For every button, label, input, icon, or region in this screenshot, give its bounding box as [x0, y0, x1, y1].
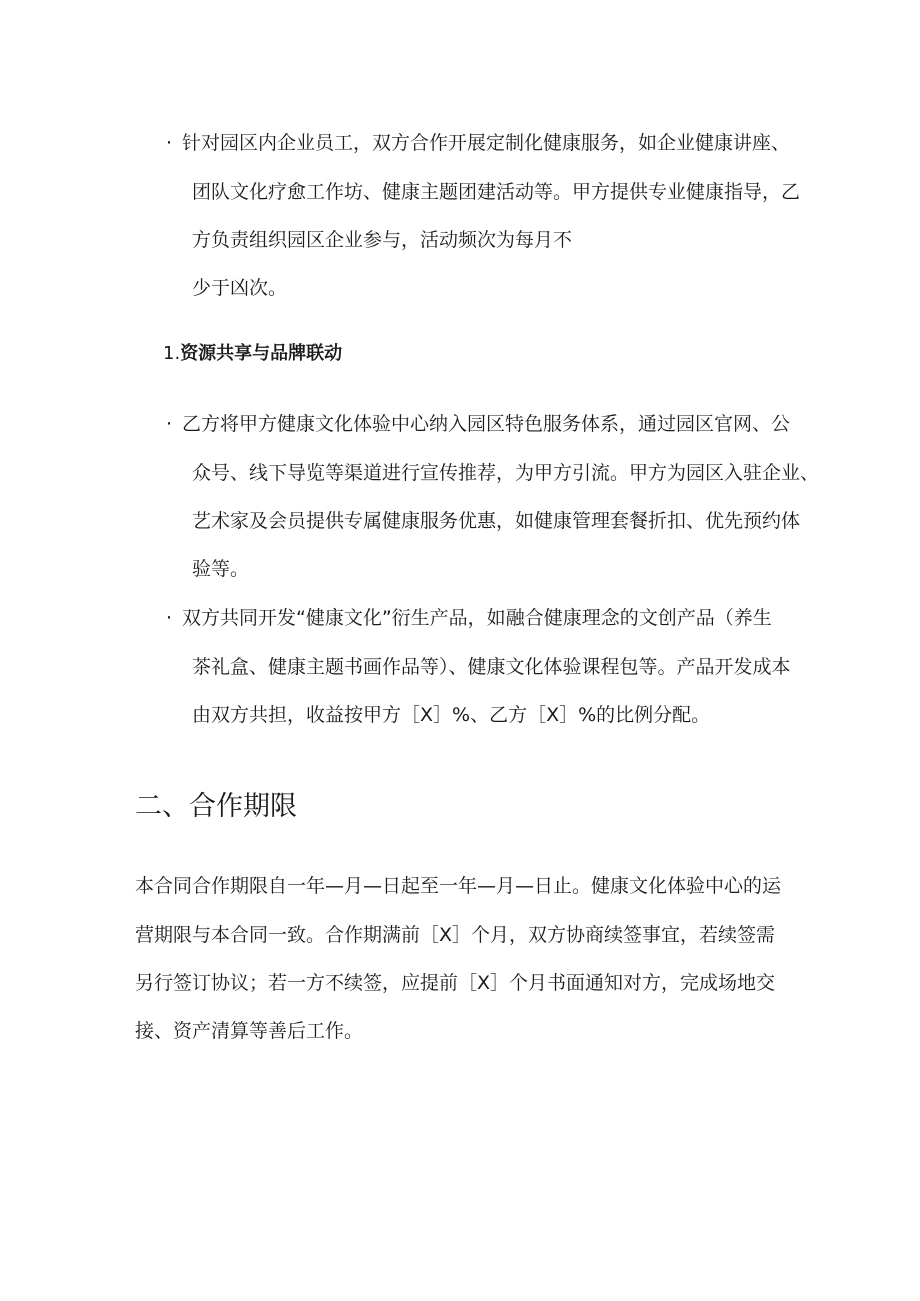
intro-bullet-line-1: 针对园区内企业员工，双方合作开展定制化健康服务，如企业健康讲座、 — [182, 132, 791, 154]
bullet-1-line-4: 验等。 — [192, 558, 250, 580]
section-paragraph-line-3: 另行签订协议；若一方不续签，应提前［X］个月书面通知对方，完成场地交 — [135, 972, 776, 994]
section-heading: 二、合作期限 — [135, 791, 297, 822]
section-paragraph-line-4: 接、资产清算等善后工作。 — [135, 1020, 364, 1042]
bullet-2-line-3: 由双方共担，收益按甲方［X］%、乙方［X］%的比例分配。 — [192, 704, 711, 726]
bullet-1-line-1: 乙方将甲方健康文化体验中心纳入园区特色服务体系，通过园区官网、公 — [182, 413, 791, 435]
intro-bullet-line-3: 方负责组织园区企业参与，活动频次为每月不 — [192, 229, 573, 251]
section-paragraph-line-2: 营期限与本合同一致。合作期满前［X］个月，双方协商续签事宜，若续签需 — [135, 924, 776, 946]
bullet-1-line-2: 众号、线下导览等渠道进行宣传推荐，为甲方引流。甲方为园区入驻企业、 — [192, 462, 820, 484]
bullet-marker: · — [166, 132, 173, 154]
bullet-1-line-3: 艺术家及会员提供专属健康服务优惠，如健康管理套餐折扣、优先预约体 — [192, 510, 801, 532]
subsection-number: 1. — [163, 343, 181, 364]
bullet-marker: · — [166, 607, 173, 629]
intro-bullet-line-2: 团队文化疗愈工作坊、健康主题团建活动等。甲方提供专业健康指导，乙 — [192, 181, 801, 203]
bullet-2-line-2: 茶礼盒、健康主题书画作品等）、健康文化体验课程包等。产品开发成本 — [192, 656, 791, 678]
subsection-heading — [163, 342, 342, 366]
bullet-2-line-1: 双方共同开发“健康文化”衍生产品，如融合健康理念的文创产品（养生 — [182, 607, 772, 629]
section-paragraph-line-1: 本合同合作期限自一年—月—日起至一年—月—日止。健康文化体验中心的运 — [135, 875, 782, 897]
bullet-marker: · — [166, 413, 173, 435]
intro-bullet-line-4: 少于凶次。 — [192, 277, 288, 299]
subsection-title: 资源共享与品牌联动 — [180, 343, 343, 364]
